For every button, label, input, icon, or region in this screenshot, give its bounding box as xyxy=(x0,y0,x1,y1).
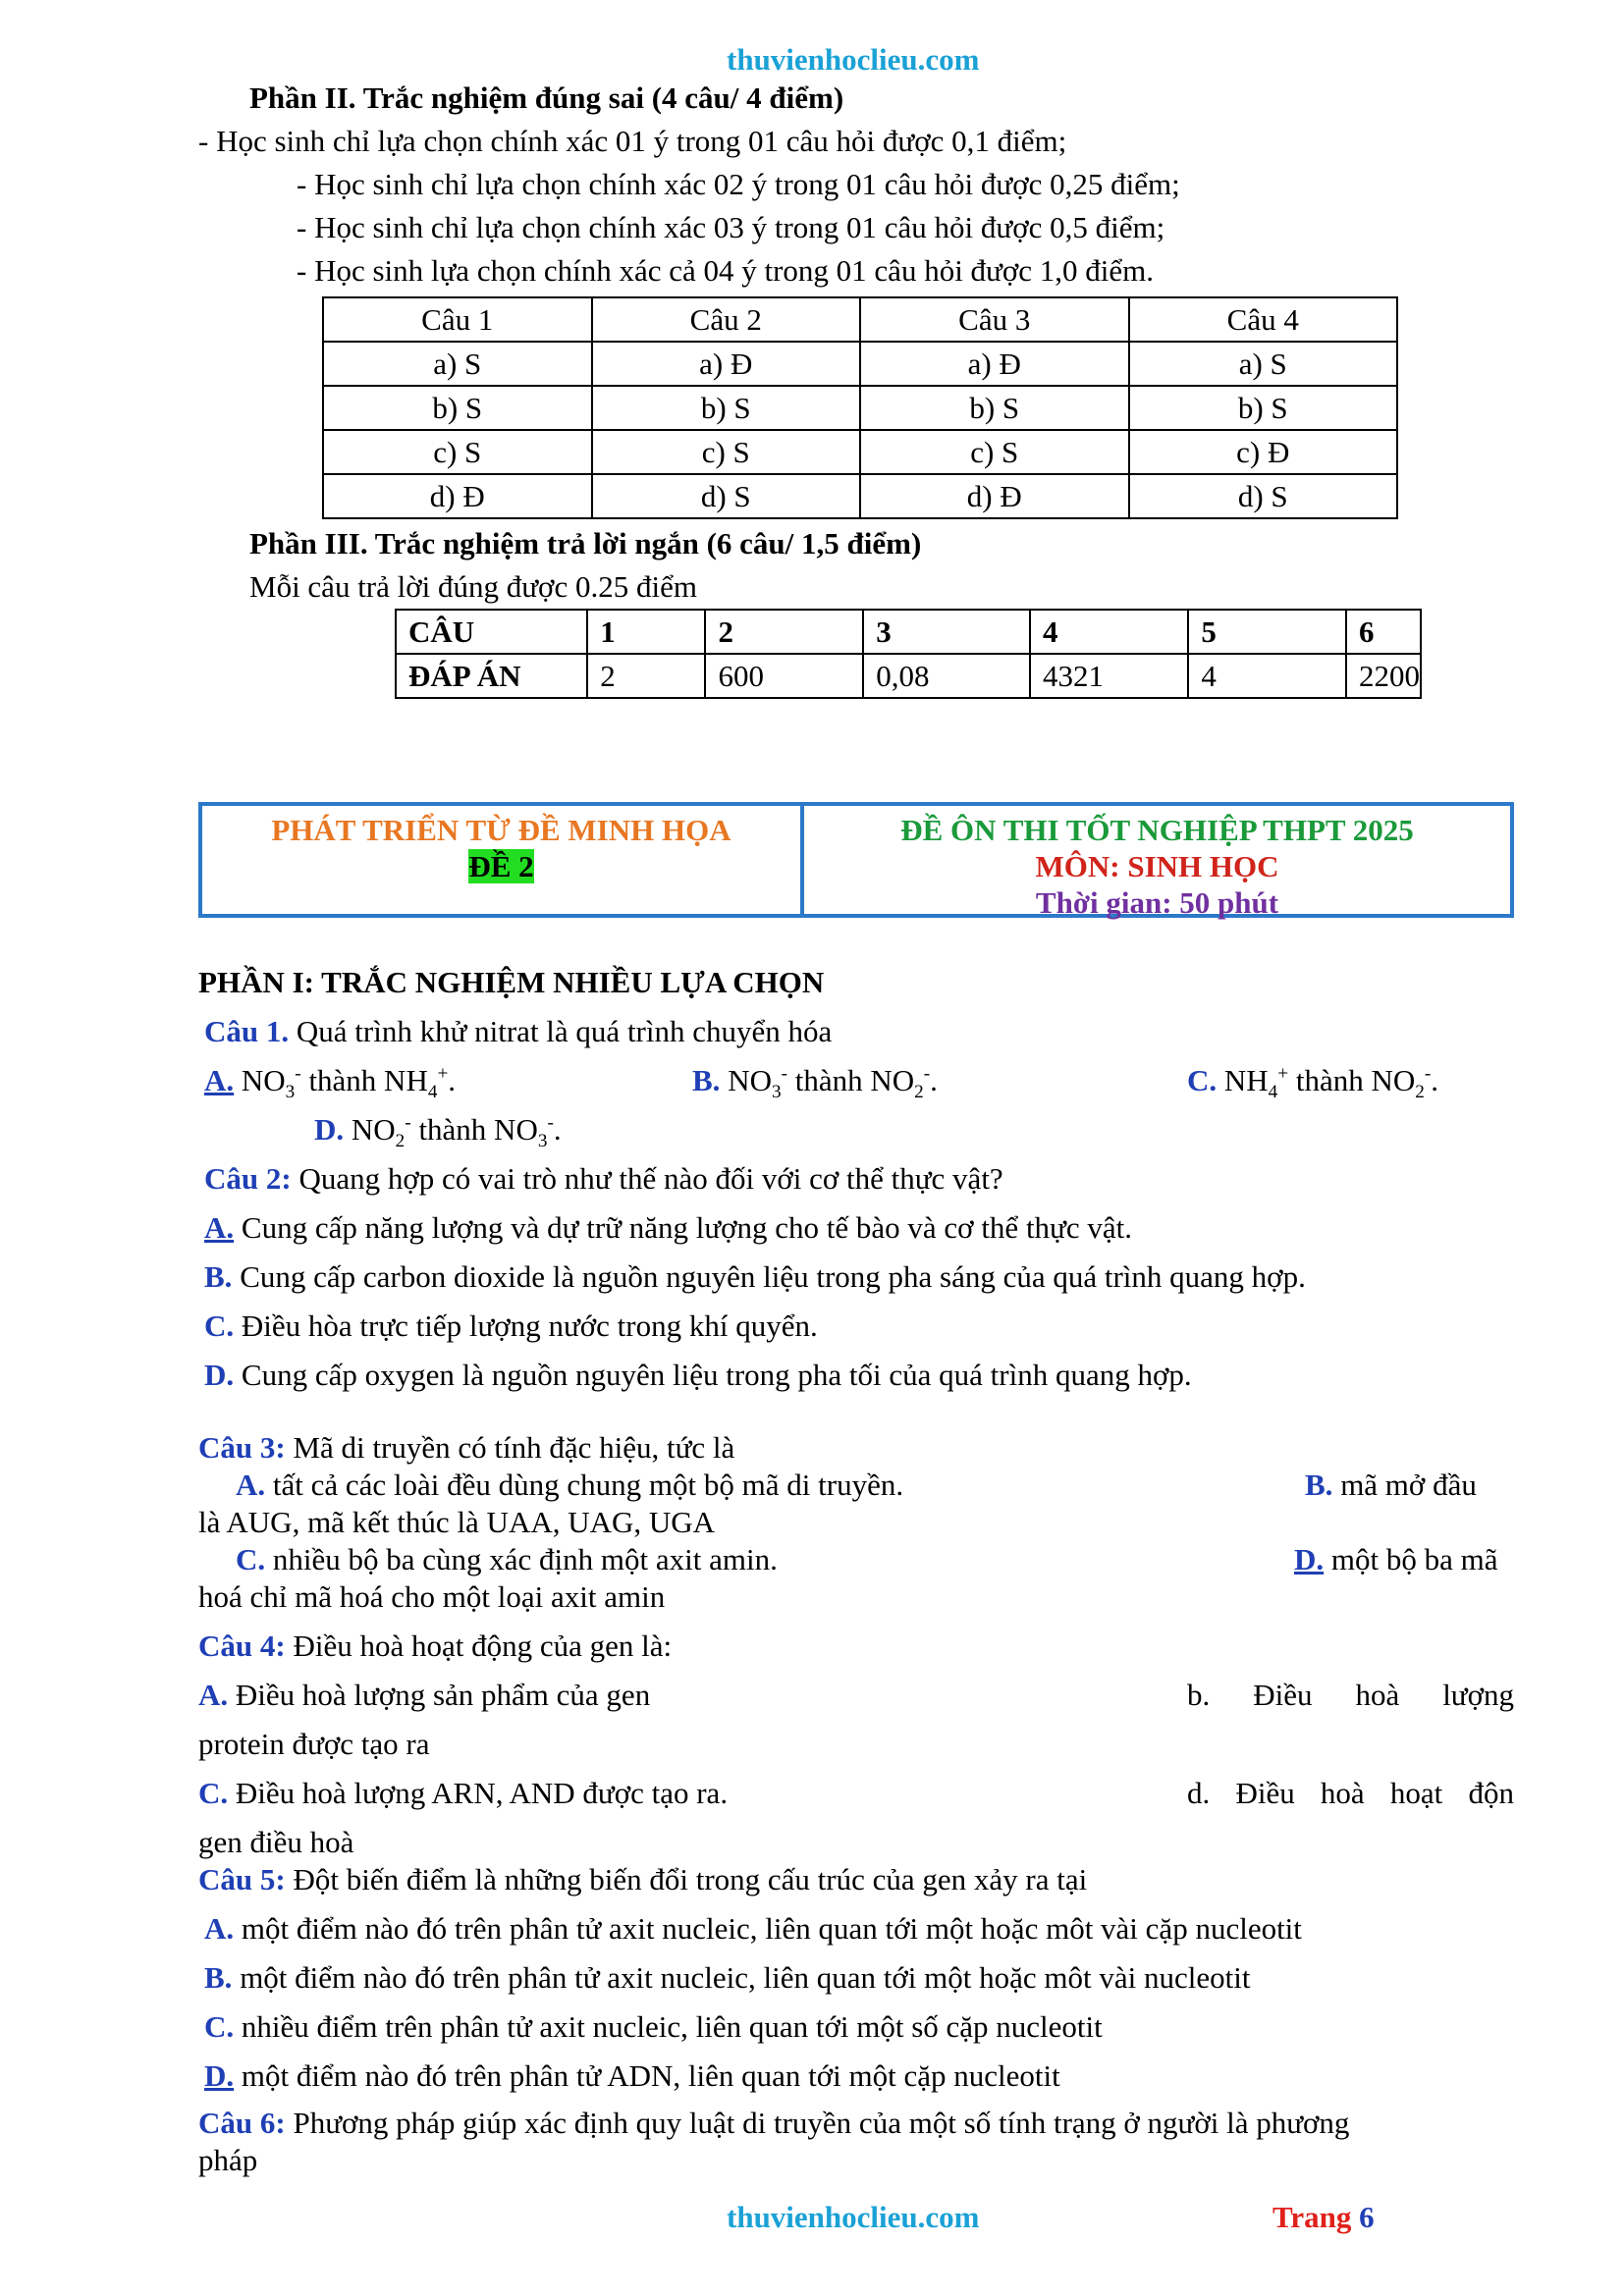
table-cell: a) S xyxy=(1129,342,1398,386)
table-row xyxy=(396,654,1421,698)
question-text: Điều hoà hoạt động của gen là: xyxy=(285,1629,673,1663)
question-6-cont: pháp xyxy=(198,2143,258,2177)
question-1 xyxy=(204,1013,832,1050)
table-cell: 5 xyxy=(1188,610,1346,654)
option-label: A. xyxy=(204,1063,235,1097)
q2-option-b[interactable] xyxy=(204,1258,1306,1296)
option-label: B. xyxy=(692,1063,721,1097)
table-cell: 4 xyxy=(1030,610,1188,654)
option-label: D. xyxy=(204,2058,235,2093)
option-text: tất cả các loài đều dùng chung một bộ mã di truyền. xyxy=(265,1468,904,1502)
table-cell: d) S xyxy=(592,474,861,518)
table-cell: 3 xyxy=(863,610,1030,654)
q5-option-d[interactable] xyxy=(204,2057,1060,2095)
q4-option-c[interactable] xyxy=(198,1775,728,1812)
question-label: Câu 4: xyxy=(198,1629,286,1663)
q5-option-c[interactable] xyxy=(204,2008,1103,2046)
option-word: Điều xyxy=(1235,1776,1295,1810)
exam-box-title: ĐỀ ÔN THI TỐT NGHIỆP THPT 2025 xyxy=(900,813,1414,847)
q2-option-a[interactable] xyxy=(204,1209,1132,1247)
option-text: nhiều điểm trên phân tử axit nucleic, liên quan tới một số cặp nucleotit xyxy=(234,2009,1103,2044)
q3-option-b-cont: là AUG, mã kết thúc là UAA, UAG, UGA xyxy=(198,1505,716,1539)
option-label: C. xyxy=(198,1776,229,1810)
q4-option-b-cont: protein được tạo ra xyxy=(198,1727,430,1761)
option-word: hoạt xyxy=(1389,1776,1443,1810)
q3-option-c[interactable] xyxy=(236,1541,778,1578)
table-cell: 0,08 xyxy=(863,654,1030,698)
exam-box-source: PHÁT TRIỂN TỪ ĐỀ MINH HỌA xyxy=(271,813,731,847)
q3-option-d[interactable] xyxy=(1294,1541,1498,1578)
table-row xyxy=(323,430,1397,474)
option-text: một điểm nào đó trên phân tử ADN, liên quan tới một cặp nucleotit xyxy=(234,2058,1060,2093)
table-cell: d) Đ xyxy=(860,474,1129,518)
part3-answer-table xyxy=(395,609,1422,699)
q1-option-c[interactable]: C. $NH_4^+$ thành $NO_2^-$. xyxy=(1187,1063,1439,1103)
option-word: lượng xyxy=(1442,1678,1514,1712)
table-header-cell: Câu 2 xyxy=(592,297,861,342)
table-cell: a) Đ xyxy=(592,342,861,386)
question-text: Phương pháp giúp xác định quy luật di truyền của một số tính trạng ở người là phương xyxy=(285,2106,1350,2140)
q4-option-b[interactable] xyxy=(1187,1677,1514,1714)
table-header-cell: Câu 4 xyxy=(1129,297,1398,342)
table-cell: 2 xyxy=(587,654,705,698)
part2-title: Phần II. Trắc nghiệm đúng sai (4 câu/ 4 điểm) xyxy=(249,80,844,115)
option-word: d. xyxy=(1187,1776,1211,1810)
question-3 xyxy=(198,1429,734,1467)
option-label: A. xyxy=(236,1468,266,1502)
option-text: Điều hoà lượng ARN, AND được tạo ra. xyxy=(228,1776,729,1810)
table-cell: d) Đ xyxy=(323,474,592,518)
option-text: Cung cấp năng lượng và dự trữ năng lượng cho tế bào và cơ thể thực vật. xyxy=(234,1210,1132,1245)
q4-option-d[interactable] xyxy=(1187,1775,1514,1812)
table-cell: 600 xyxy=(705,654,863,698)
q3-option-d-cont: hoá chỉ mã hoá cho một loại axit amin xyxy=(198,1579,666,1614)
part2-rule-1: - Học sinh chỉ lựa chọn chính xác 01 ý trong 01 câu hỏi được 0,1 điểm; xyxy=(198,124,1067,158)
question-6 xyxy=(198,2105,1349,2142)
q4-option-d-cont: gen điều hoà xyxy=(198,1825,354,1859)
option-label: B. xyxy=(204,1259,233,1294)
table-cell: 2 xyxy=(705,610,863,654)
q5-option-b[interactable] xyxy=(204,1959,1250,1997)
question-label: Câu 5: xyxy=(198,1862,286,1896)
q1-option-d[interactable]: D. $NO_2^-$ thành $NO_3^-$. xyxy=(314,1112,562,1152)
footer-page xyxy=(1272,2199,1375,2236)
option-text: một bộ ba mã xyxy=(1324,1542,1498,1576)
option-text: Điều hoà lượng sản phẩm của gen xyxy=(228,1678,651,1712)
q1-option-a[interactable]: A. $NO_3^-$ thành $NH_4^+$. xyxy=(204,1063,457,1103)
q3-option-a[interactable] xyxy=(236,1467,903,1504)
option-text: nhiều bộ ba cùng xác định một axit amin. xyxy=(265,1542,778,1576)
table-cell: a) S xyxy=(323,342,592,386)
table-row xyxy=(396,610,1421,654)
question-5 xyxy=(198,1861,1087,1898)
option-label: C. xyxy=(236,1542,266,1576)
option-word: độn xyxy=(1468,1776,1514,1810)
table-cell: 1 xyxy=(587,610,705,654)
option-text: Cung cấp carbon dioxide là nguồn nguyên liệu trong pha sáng của quá trình quang hợp. xyxy=(232,1259,1306,1294)
q2-option-c[interactable] xyxy=(204,1308,818,1345)
footer-site[interactable]: thuvienhoclieu.com xyxy=(727,2200,980,2234)
table-cell: c) S xyxy=(592,430,861,474)
page-label: Trang xyxy=(1272,2200,1360,2234)
option-text: Cung cấp oxygen là nguồn nguyên liệu trong pha tối của quá trình quang hợp. xyxy=(234,1358,1192,1392)
option-label: C. xyxy=(204,1308,235,1343)
table-cell: 4 xyxy=(1188,654,1346,698)
option-label: A. xyxy=(204,1210,235,1245)
option-label: C. xyxy=(204,2009,235,2044)
table-cell: 6 xyxy=(1346,610,1421,654)
question-4 xyxy=(198,1628,672,1665)
table-row xyxy=(323,386,1397,430)
part2-rule-3: - Học sinh chỉ lựa chọn chính xác 03 ý trong 01 câu hỏi được 0,5 điểm; xyxy=(297,210,1165,244)
exam-box-duration: Thời gian: 50 phút xyxy=(1035,885,1279,920)
option-word: hoà xyxy=(1355,1678,1400,1712)
part2-rule-4: - Học sinh lựa chọn chính xác cả 04 ý trong 01 câu hỏi được 1,0 điểm. xyxy=(297,253,1154,288)
q5-option-a[interactable] xyxy=(204,1910,1302,1948)
option-label: D. xyxy=(1294,1542,1325,1576)
q3-option-b[interactable] xyxy=(1305,1467,1477,1504)
part3-note: Mỗi câu trả lời đúng được 0.25 điểm xyxy=(249,569,697,604)
option-label: A. xyxy=(204,1911,235,1946)
question-text: Mã di truyền có tính đặc hiệu, tức là xyxy=(285,1430,735,1465)
table-header-cell: Câu 1 xyxy=(323,297,592,342)
option-word: hoà xyxy=(1320,1776,1365,1810)
option-text: một điểm nào đó trên phân tử axit nucleic, liên quan tới một hoặc môt vài cặp nucleotit xyxy=(234,1911,1302,1946)
question-label: Câu 2: xyxy=(204,1161,292,1196)
table-row xyxy=(323,474,1397,518)
table-row-label: CÂU xyxy=(396,610,587,654)
option-label: D. xyxy=(204,1358,235,1392)
exam-box-number xyxy=(202,848,800,885)
option-text: Điều hòa trực tiếp lượng nước trong khí quyển. xyxy=(234,1308,818,1343)
table-cell: a) Đ xyxy=(860,342,1129,386)
option-word: b. xyxy=(1187,1678,1211,1712)
part2-rule-2: - Học sinh chỉ lựa chọn chính xác 02 ý trong 01 câu hỏi được 0,25 điểm; xyxy=(297,167,1180,201)
option-label: C. xyxy=(1187,1063,1218,1097)
option-label: A. xyxy=(198,1678,229,1712)
header-site[interactable]: thuvienhoclieu.com xyxy=(727,42,980,77)
option-word: Điều xyxy=(1253,1678,1313,1712)
table-cell: b) S xyxy=(592,386,861,430)
q4-option-a[interactable] xyxy=(198,1677,650,1714)
question-text: Đột biến điểm là những biến đổi trong cấu trúc của gen xảy ra tại xyxy=(285,1862,1088,1896)
question-text: Quang hợp có vai trò như thế nào đối với cơ thể thực vật? xyxy=(291,1161,1003,1196)
option-label: B. xyxy=(204,1960,233,1995)
option-text: một điểm nào đó trên phân tử axit nucleic, liên quan tới một hoặc môt vài nucleotit xyxy=(232,1960,1251,1995)
part2-answer-table xyxy=(322,296,1398,519)
table-cell: c) S xyxy=(860,430,1129,474)
table-cell: d) S xyxy=(1129,474,1398,518)
q2-option-d[interactable] xyxy=(204,1357,1192,1394)
option-label: D. xyxy=(314,1112,345,1147)
table-row xyxy=(323,342,1397,386)
question-text: Quá trình khử nitrat là quá trình chuyển hóa xyxy=(289,1014,833,1048)
table-cell: 4321 xyxy=(1030,654,1188,698)
option-text: mã mở đầu xyxy=(1332,1468,1477,1502)
exam-number-highlight: ĐỀ 2 xyxy=(468,849,534,883)
question-label: Câu 6: xyxy=(198,2106,286,2140)
table-cell: c) S xyxy=(323,430,592,474)
table-header-cell: Câu 3 xyxy=(860,297,1129,342)
option-label: B. xyxy=(1305,1468,1333,1502)
question-label: Câu 1. xyxy=(204,1014,290,1048)
question-label: Câu 3: xyxy=(198,1430,286,1465)
table-cell: 2200 xyxy=(1346,654,1421,698)
table-cell: c) Đ xyxy=(1129,430,1398,474)
q1-option-b[interactable]: B. $NO_3^-$ thành $NO_2^-$. xyxy=(692,1063,938,1103)
exam-box-subject: MÔN: SINH HỌC xyxy=(1035,849,1279,883)
page-number: 6 xyxy=(1359,2200,1375,2234)
table-cell: b) S xyxy=(323,386,592,430)
table-row-label: ĐÁP ÁN xyxy=(396,654,587,698)
exam-header-box xyxy=(198,802,1514,918)
table-header-row xyxy=(323,297,1397,342)
question-2 xyxy=(204,1160,1003,1198)
table-cell: b) S xyxy=(1129,386,1398,430)
table-cell: b) S xyxy=(860,386,1129,430)
part1-title: PHẦN I: TRẮC NGHIỆM NHIỀU LỰA CHỌN xyxy=(198,965,825,999)
part3-title: Phần III. Trắc nghiệm trả lời ngắn (6 câu/ 1,5 điểm) xyxy=(249,526,922,561)
